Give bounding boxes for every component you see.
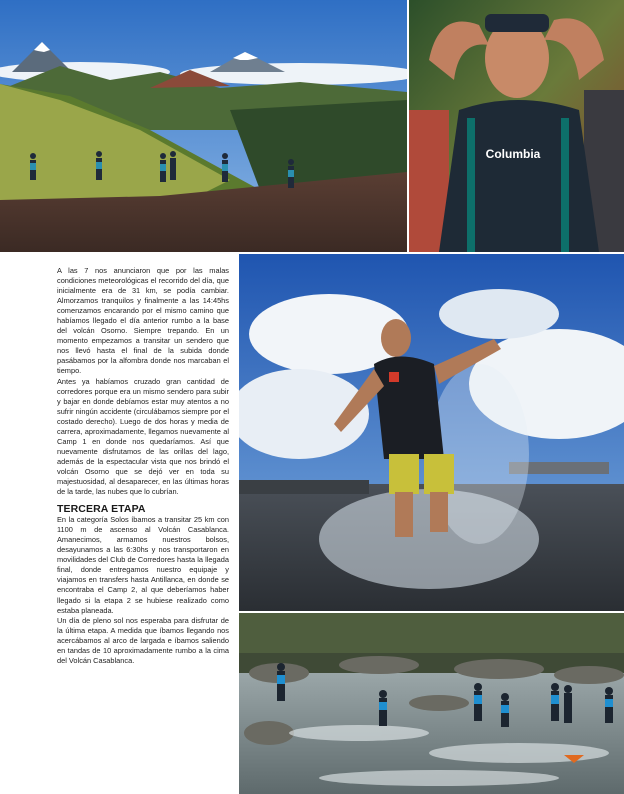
photo-runner-portrait xyxy=(409,0,624,252)
article-paragraph: Un día de pleno sol nos esperaba para disfrutar de la última etapa. A medida que íbamos llegando nos acercábamos al arco de largada e íbamos saliendo en tandas de 10 aproximadamente rumbo a la cima del Volcán Casablanca. xyxy=(57,615,229,665)
photo-volcano-landscape xyxy=(0,0,407,252)
article-paragraph: Antes ya habíamos cruzado gran cantidad de corredores porque era un mismo sendero para subir y bajar en donde debíamos estar muy atentos a no sufrir ningún accidente (circulábamos siempre por el costado derecho). Luego de dos horas y media de carrera, aproximadamente, llegamos nuevamente al Camp 1 en donde nos quedaríamos. Así que nuevamente disfrutamos de las orillas del lago, además de la espectacular vista que nos brindó el volcán Osorno que se dejó ver en toda su majestuosidad, al desaparecer, en las últimas horas de la tarde, las nubes que lo cubrían. xyxy=(57,376,229,497)
photo-river-crossing xyxy=(239,613,624,794)
article-text-column xyxy=(57,266,229,666)
shirt-brand-text: Columbia xyxy=(485,147,541,161)
article-paragraph: A las 7 nos anunciaron que por las malas condiciones meteorológicas el recorrido del día, que inicialmente era de 31 km, se podía cambiar. Almorzamos tranquilos y finalmente a las 14:45hs comenzamos encarando por el mismo camino que habíamos llegado el día anterior rumbo a la base del volcán Osorno. Siempre trepando. En un momento empezamos a transitar un sendero que nos llevó hasta el final de la subida donde pasábamos por la alfombra donde nos marcaban el tiempo. xyxy=(57,266,229,376)
section-heading: TERCERA ETAPA xyxy=(57,503,146,516)
photo-water-splash xyxy=(239,254,624,611)
article-paragraph: En la categoría Solos íbamos a transitar 25 km con 1100 m de ascenso al Volcán Casablanca. Amanecimos, armamos nuestros bolsos, desayunamos a las 6:30hs y nos transportaron en movilidades del Club de Corredores hasta la llegada final, donde entregamos nuestro equipaje y viajamos en transfers hasta Antillanca, en donde se encontraba el Camp 2, al que deberíamos haber llegado si la etapa 2 se hubiese realizado como estaba planeada. xyxy=(57,515,229,615)
